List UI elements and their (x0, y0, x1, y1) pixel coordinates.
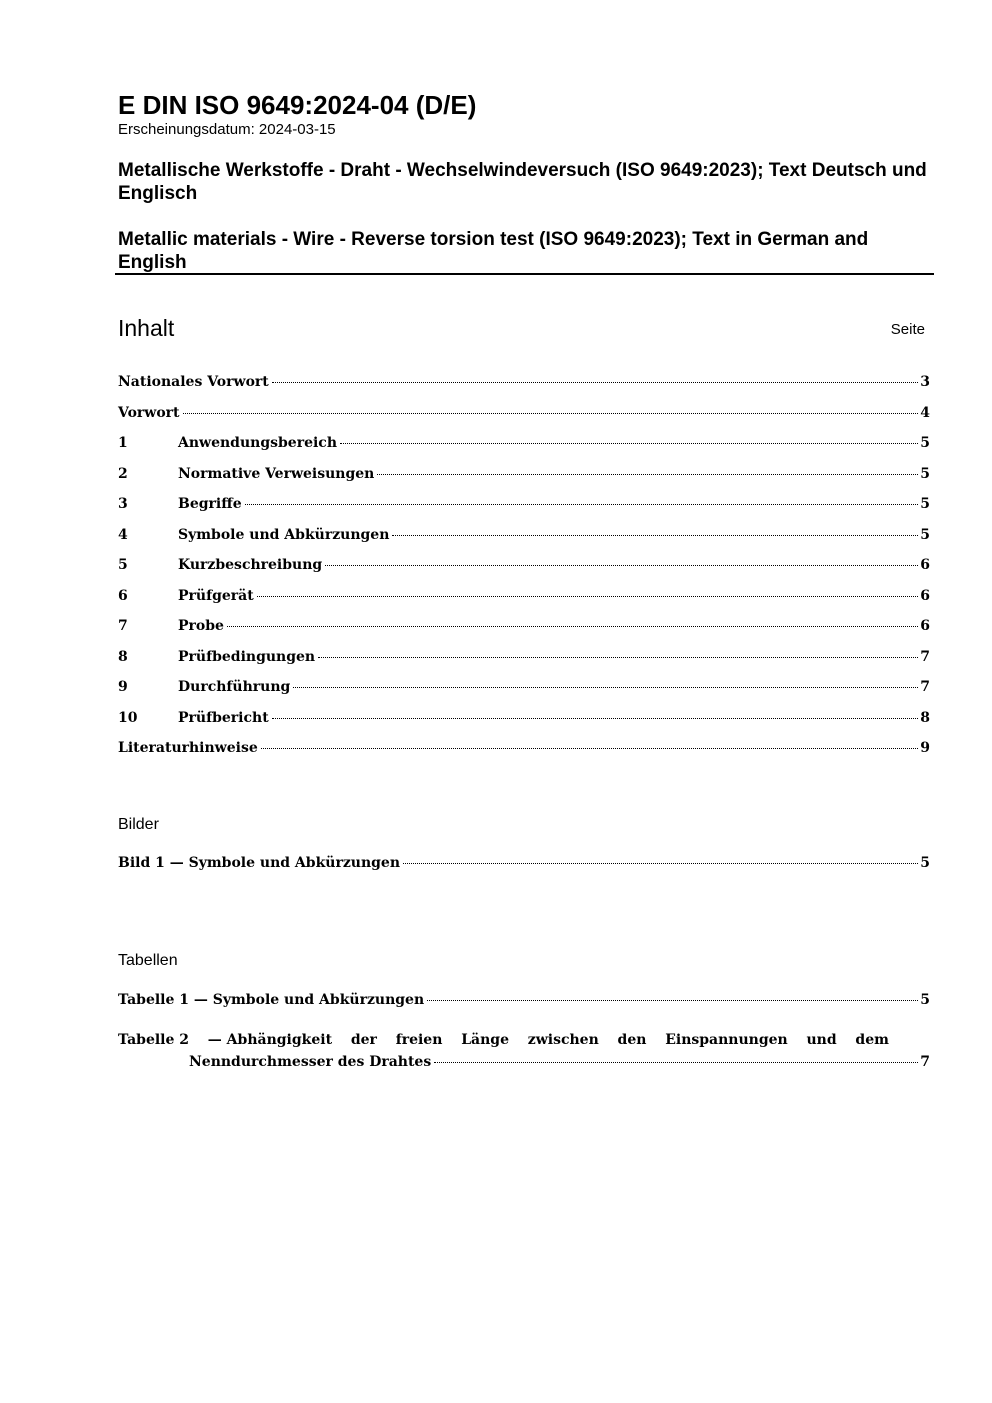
toc-entry-word: und (806, 1032, 837, 1048)
toc-entry-word: Länge (461, 1032, 509, 1048)
leader-dots (245, 503, 919, 505)
document-id: E DIN ISO 9649:2024-04 (D/E) (118, 90, 477, 120)
toc-entry-page: 5 (920, 527, 930, 543)
toc-entry-table-2[interactable] (118, 1029, 930, 1073)
toc-entry-word: Einspannungen (665, 1032, 788, 1048)
toc-entry[interactable] (118, 372, 930, 392)
toc-entry[interactable] (118, 738, 930, 758)
toc-entry-label: Bild 1 — Symbole und Abkürzungen (118, 855, 401, 871)
toc-entry-page: 5 (920, 992, 930, 1008)
toc-entry-label-line2: Nenndurchmesser des Drahtes (189, 1054, 432, 1070)
toc-entry-page: 5 (920, 496, 930, 512)
toc-entry-word: dem (855, 1032, 889, 1048)
toc-entry-number: 8 (118, 649, 128, 665)
toc-entry-page: 6 (920, 557, 930, 573)
leader-dots (272, 381, 919, 383)
leader-dots (392, 534, 918, 536)
toc-entry[interactable] (118, 433, 930, 453)
toc-entry-table[interactable] (118, 990, 930, 1010)
toc-entry[interactable] (118, 586, 930, 606)
header-divider (115, 273, 934, 275)
leader-dots (272, 717, 919, 719)
toc-entry[interactable] (118, 708, 930, 728)
toc-entry-label: Probe (178, 618, 224, 634)
toc-entry-number: 4 (118, 527, 128, 543)
leader-dots (403, 862, 918, 864)
toc-entry[interactable] (118, 616, 930, 636)
toc-entry-label: Prüfbedingungen (178, 649, 316, 665)
toc-entry[interactable] (118, 677, 930, 697)
leader-dots (183, 412, 919, 414)
toc-entry-page: 8 (920, 710, 930, 726)
toc-entry-number: 3 (118, 496, 128, 512)
toc-entry-label: Symbole und Abkürzungen (178, 527, 390, 543)
leader-dots (293, 686, 918, 688)
leader-dots (340, 442, 918, 444)
toc-entry-page: 7 (920, 649, 930, 665)
toc-entry-page: 5 (920, 435, 930, 451)
toc-entry-label: Tabelle 1 — Symbole und Abkürzungen (118, 992, 425, 1008)
toc-entry[interactable] (118, 555, 930, 575)
figures-heading: Bilder (118, 816, 159, 833)
toc-entry-page: 3 (920, 374, 930, 390)
page-column-heading: Seite (890, 321, 925, 338)
leader-dots (257, 595, 919, 597)
toc-entry-label: Nationales Vorwort (118, 374, 269, 390)
leader-dots (377, 473, 918, 475)
toc-entry-number: 2 (118, 466, 128, 482)
toc-entry-page: 9 (920, 740, 930, 756)
toc-entry-page: 6 (920, 618, 930, 634)
leader-dots (261, 747, 919, 749)
toc-entry[interactable] (118, 464, 930, 484)
toc-entry-page: 5 (920, 855, 930, 871)
leader-dots (427, 999, 918, 1001)
toc-entry-label: Durchführung (178, 679, 291, 695)
toc-entry-label: Prüfbericht (178, 710, 269, 726)
leader-dots (434, 1061, 918, 1063)
toc-entry-word: der (350, 1032, 377, 1048)
toc-entry-label: Kurzbeschreibung (178, 557, 323, 573)
toc-entry-word: Tabelle 2 (118, 1032, 190, 1048)
toc-entry-word: zwischen (527, 1032, 599, 1048)
toc-entry-number: 10 (118, 710, 138, 726)
toc-entry-word: freien (395, 1032, 443, 1048)
issue-date: Erscheinungsdatum: 2024-03-15 (118, 121, 336, 138)
toc-entry-label: Begriffe (178, 496, 242, 512)
toc-entry-word: — Abhängigkeit (207, 1032, 333, 1048)
toc-entry-label: Vorwort (118, 405, 180, 421)
leader-dots (318, 656, 918, 658)
toc-entry[interactable] (118, 403, 930, 423)
contents-heading: Inhalt (118, 315, 175, 341)
toc-entry-page: 5 (920, 466, 930, 482)
toc-entry-number: 9 (118, 679, 128, 695)
leader-dots (227, 625, 918, 627)
title-english: Metallic materials - Wire - Reverse torsion test (ISO 9649:2023); Text in German and English (118, 229, 869, 273)
toc-entry-label: Prüfgerät (178, 588, 254, 604)
toc-entry-number: 5 (118, 557, 128, 573)
toc-entry-page: 6 (920, 588, 930, 604)
toc-entry-figure[interactable] (118, 853, 930, 873)
title-german: Metallische Werkstoffe - Draht - Wechselwindeversuch (ISO 9649:2023); Text Deutsch und Englisch (118, 160, 927, 204)
toc-entry-page: 7 (920, 1054, 930, 1070)
toc-entry-number: 1 (118, 435, 128, 451)
leader-dots (325, 564, 918, 566)
toc-entry-label: Literaturhinweise (118, 740, 258, 756)
toc-entry-number: 7 (118, 618, 128, 634)
toc-entry[interactable] (118, 494, 930, 514)
toc-entry-number: 6 (118, 588, 128, 604)
toc-entry-label-line1 (118, 1029, 889, 1051)
toc-entry[interactable] (118, 647, 930, 667)
toc-entry-label: Normative Verweisungen (178, 466, 375, 482)
toc-entry-page: 7 (920, 679, 930, 695)
toc-entry-label: Anwendungsbereich (178, 435, 337, 451)
toc-entry-page: 4 (920, 405, 930, 421)
tables-heading: Tabellen (118, 952, 178, 969)
toc-entry[interactable] (118, 525, 930, 545)
toc-entry-word: den (617, 1032, 647, 1048)
